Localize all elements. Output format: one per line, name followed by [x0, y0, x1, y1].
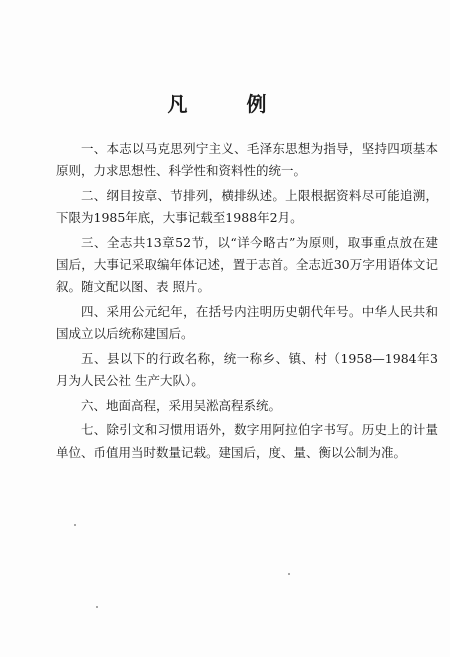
regulations-body	[56, 138, 438, 466]
regulation-item-6: 六、地面高程，采用吴淞高程系统。	[81, 397, 282, 413]
page-title: 凡 例	[167, 92, 293, 116]
scan-speck	[288, 573, 290, 575]
regulation-item-4: 四、采用公元纪年，在括号内注明历史朝代年号。中华人民共和国成立以后统称建国后。	[56, 303, 438, 342]
regulation-item-3: 三、全志共13章52节，以“详今略古”为原则，取事重点放在建国后，大事记采取编年体记述，置于志首。全志近30万字用语体文记叙。随文配以图、表 照片。	[56, 234, 438, 295]
regulation-item-5: 五、县以下的行政名称，统一称乡、镇、村（1958—1984年3月为人民公社 生产大队）。	[56, 350, 438, 389]
scan-speck	[74, 524, 76, 526]
regulation-item-1: 一、本志以马克思列宁主义、毛泽东思想为指导，坚持四项基本原则，力求思想性、科学性和资料性的统一。	[56, 141, 438, 179]
regulation-item-2: 二、纲目按章、节排列，横排纵述。上限根据资料尽可能追溯，下限为1985年底，大事记载至1988年2月。	[56, 187, 438, 226]
scan-speck	[96, 606, 98, 608]
regulation-item-7: 七、除引文和习惯用语外，数字用阿拉伯字书写。历史上的计量单位、币值用当时数量记载。建国后，度、量、衡以公制为准。	[56, 422, 438, 460]
